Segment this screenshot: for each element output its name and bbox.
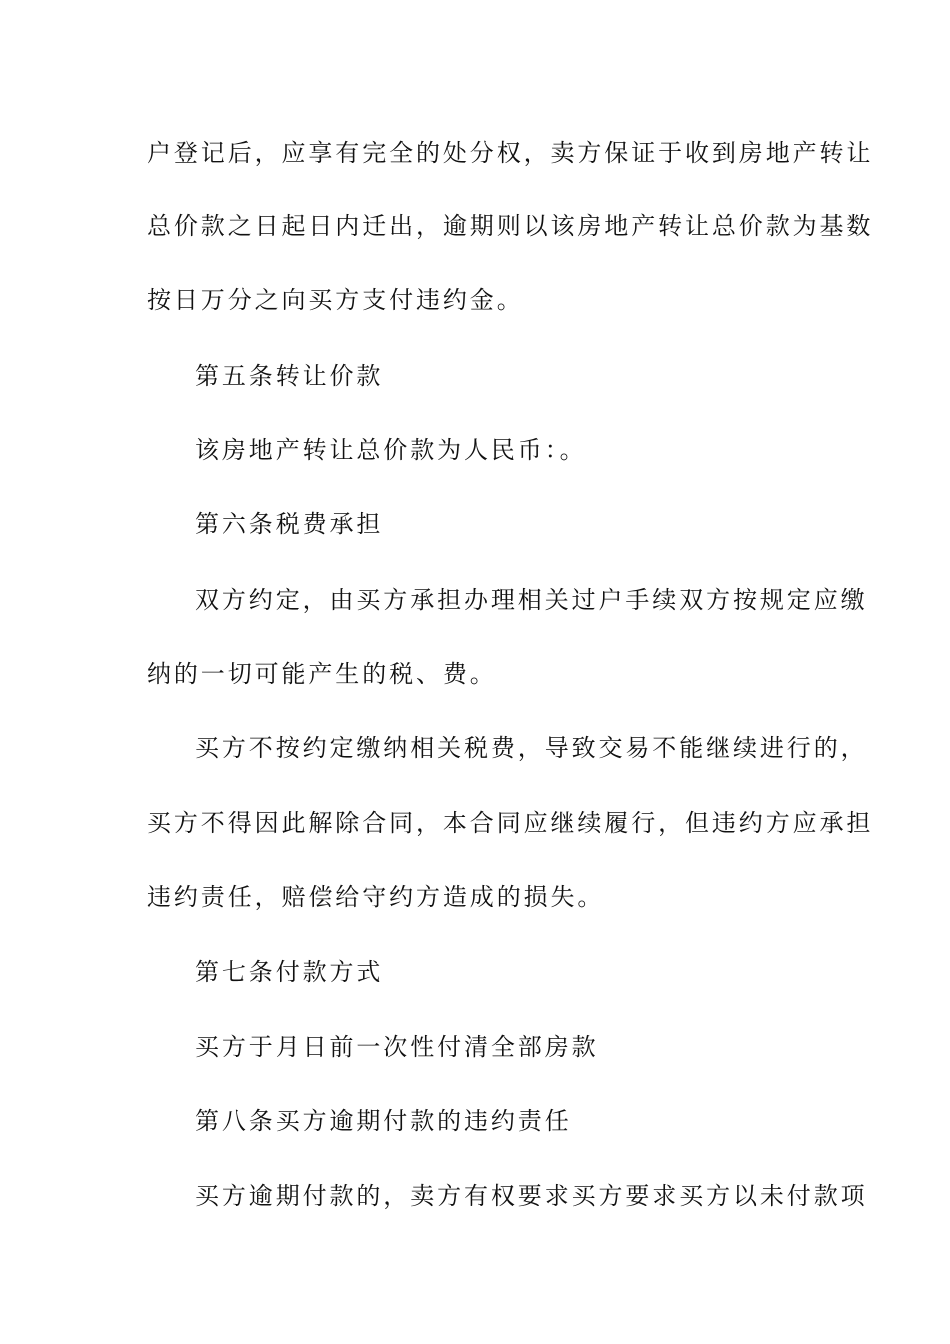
- section-heading: 第八条买方逾期付款的违约责任: [195, 1107, 572, 1135]
- text-line: 纳的一切可能产生的税、费。: [147, 660, 497, 688]
- section-heading: 第五条转让价款: [195, 362, 384, 390]
- text-line: 总价款之日起日内迁出，逾期则以该房地产转让总价款为基数: [147, 212, 874, 240]
- text-line: 按日万分之向买方支付违约金。: [147, 286, 524, 314]
- text-line: 买方逾期付款的，卖方有权要求买方要求买方以未付款项: [195, 1182, 868, 1210]
- text-line: 买方不按约定缴纳相关税费，导致交易不能继续进行的，: [195, 734, 868, 762]
- section-heading: 第七条付款方式: [195, 958, 384, 986]
- text-line: 双方约定，由买方承担办理相关过户手续双方按规定应缴: [195, 586, 868, 614]
- text-line: 户登记后，应享有完全的处分权，卖方保证于收到房地产转让: [147, 139, 874, 167]
- text-line: 买方于月日前一次性付清全部房款: [195, 1033, 599, 1061]
- text-line: 买方不得因此解除合同，本合同应继续履行，但违约方应承担: [147, 809, 874, 837]
- text-line: 违约责任，赔偿给守约方造成的损失。: [147, 883, 605, 911]
- section-heading: 第六条税费承担: [195, 510, 384, 538]
- text-line: 该房地产转让总价款为人民币：。: [195, 436, 587, 464]
